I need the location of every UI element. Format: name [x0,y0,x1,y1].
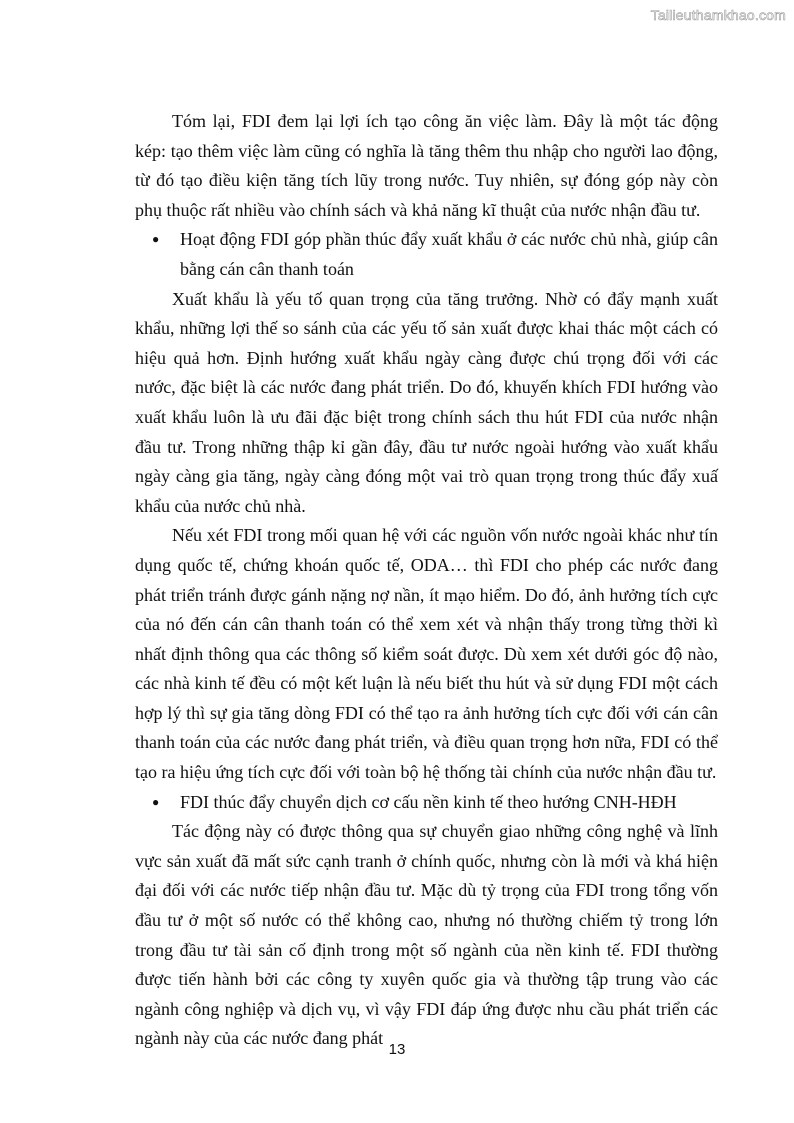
document-body [135,107,718,1054]
watermark-logo: Tailieuthamkhao.com [650,7,786,23]
paragraph-technology-transfer: Tác động này có được thông qua sự chuyển giao những công nghệ và lĩnh vực sản xuất đã mất sức cạnh tranh ở chính quốc, nhưng còn là mới và khá hiện đại đối với các nước tiếp nhận đầu tư. Mặc dù tỷ trọng của FDI trong tổng vốn đầu tư ở một số nước có thể không cao, nhưng nó thường chiếm tỷ trong lớn trong đầu tư tài sản cố định trong một số ngành của nền kinh tế. FDI thường được tiến hành bởi các công ty xuyên quốc gia và thường tập trung vào các ngành công nghiệp và dịch vụ, vì vậy FDI đáp ứng được nhu cầu phát triển các ngành này của các nước đang phát [135,821,718,1049]
paragraph-exports-growth: Xuất khẩu là yếu tố quan trọng của tăng trưởng. Nhờ có đẩy mạnh xuất khẩu, những lợi thế so sánh của các yếu tố sản xuất được khai thác một cách có hiệu quả hơn. Định hướng xuất khẩu ngày càng được chú trọng đối với các nước, đặc biệt là các nước đang phát triển. Do đó, khuyến khích FDI hướng vào xuất khẩu luôn là ưu đãi đặc biệt trong chính sách thu hút FDI của nước nhận đầu tư. Trong những thập kỉ gần đây, đầu tư nước ngoài hướng vào xuất khẩu ngày càng gia tăng, ngày càng đóng một vai trò quan trọng trong thúc đẩy xuấ khẩu của nước chủ nhà. [135,288,718,516]
bullet-icon: ● [152,232,160,247]
bullet-text-exports: Hoạt động FDI góp phần thúc đẩy xuất khẩu ở các nước chủ nhà, giúp cân bằng cán cân thanh toán [180,229,718,279]
paragraph-fdi-employment: Tóm lại, FDI đem lại lợi ích tạo công ăn việc làm. Đây là một tác động kép: tạo thêm việc làm cũng có nghĩa là tăng thêm thu nhập cho người lao động, từ đó tạo điều kiện tăng tích lũy trong nước. Tuy nhiên, sự đóng góp này còn phụ thuộc rất nhiều vào chính sách và khả năng kĩ thuật của nước nhận đầu tư. [135,111,718,220]
paragraph-balance-of-payments: Nếu xét FDI trong mối quan hệ với các nguồn vốn nước ngoài khác như tín dụng quốc tế, chứng khoán quốc tế, ODA… thì FDI cho phép các nước đang phát triển tránh được gánh nặng nợ nần, ít mạo hiểm. Do đó, ảnh hưởng tích cực của nó đến cán cân thanh toán có thể xem xét và nhận thấy trong từng thời kì nhất định thông qua các thông số kiểm soát được. Dù xem xét dưới góc độ nào, các nhà kinh tế đều có một kết luận là nếu biết thu hút và sử dụng FDI một cách hợp lý thì sự gia tăng dòng FDI có thể tạo ra ảnh hưởng tích cực đối với cán cân thanh toán của các nước đang phát triển, và điều quan trọng hơn nữa, FDI có thể tạo ra hiệu ứng tích cực đối với toàn bộ hệ thống tài chính của nước nhận đầu tư. [135,525,718,783]
page-number: 13 [388,1041,406,1058]
bullet-icon: ● [152,794,160,809]
bullet-fdi-exports [135,225,718,284]
bullet-fdi-restructuring [135,788,718,818]
bullet-text-restructuring: FDI thúc đẩy chuyển dịch cơ cấu nền kinh tế theo hướng CNH-HĐH [180,791,677,812]
